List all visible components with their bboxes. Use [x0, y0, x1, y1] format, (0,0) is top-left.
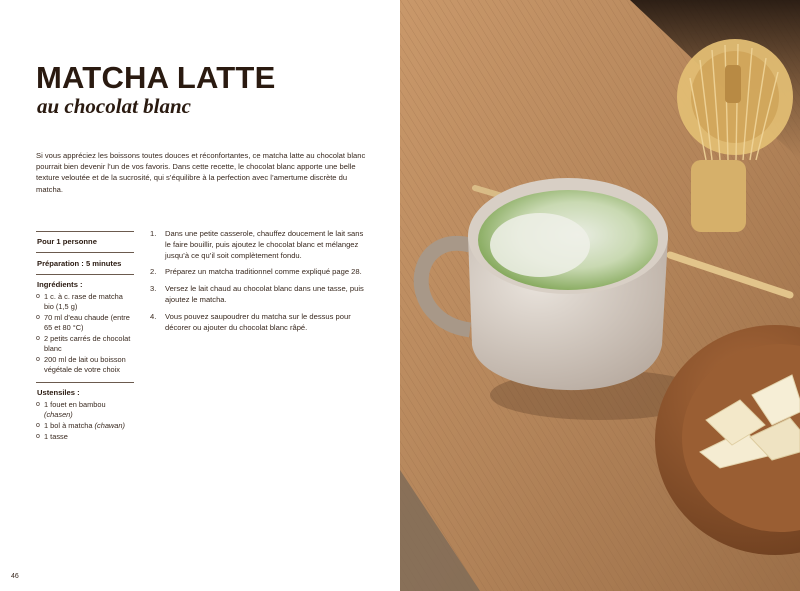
utensil-item: o 1 bol à matcha (chawan)	[36, 421, 125, 430]
step-item: 3. Versez le lait chaud au chocolat blanc dans une tasse, puis ajoutez le matcha.	[150, 284, 364, 304]
utensil-item: o 1 fouet en bambou (chasen)	[36, 400, 106, 419]
ingredients-title: Ingrédients :	[37, 280, 83, 289]
ingredient-item: o 2 petits carrés de chocolat blanc	[36, 334, 131, 353]
ingredient-item: o 1 c. à c. rase de matcha bio (1,5 g)	[36, 292, 123, 311]
matcha-latte-photo	[400, 0, 800, 591]
step-item: 1. Dans une petite casserole, chauffez doucement le lait sans le faire bouillir, puis ajoutez le chocolat blanc et mélangez jusqu’à ce qu’il soit complètement fondu.	[150, 229, 364, 260]
page-number: 46	[11, 573, 19, 580]
ingredient-item: o 70 ml d’eau chaude (entre 65 et 80 °C)	[36, 313, 130, 332]
utensils-title: Ustensiles :	[37, 388, 80, 397]
prep-time-label: Préparation : 5 minutes	[37, 259, 122, 268]
photo-illustration	[400, 0, 800, 591]
ingredient-item: o 200 ml de lait ou boisson végétale de votre choix	[36, 355, 126, 374]
serves-label: Pour 1 personne	[37, 237, 97, 246]
recipe-steps	[150, 229, 370, 339]
step-item: 2. Préparez un matcha traditionnel comme expliqué page 28.	[150, 267, 362, 277]
steps-list	[150, 229, 370, 333]
utensil-item: o 1 tasse	[36, 432, 68, 441]
recipe-subtitle: au chocolat blanc	[37, 94, 192, 118]
ingredients-list	[36, 292, 134, 382]
step-item: 4. Vous pouvez saupoudrer du matcha sur le dessus pour décorer ou ajouter du chocolat blanc râpé.	[150, 311, 351, 332]
recipe-intro: Si vous appréciez les boissons toutes douces et réconfortantes, ce matcha latte au chocolat blanc pourrait bien devenir l’un de vos favoris. Dans cette recette, le chocolat blanc apporte une belle texture veloutée et de la sucrosité, qui s’équilibre à la perfection avec l’amertume discrète du matcha.	[36, 151, 366, 194]
recipe-title: MATCHA LATTE	[36, 60, 276, 95]
recipe-sidebar	[36, 231, 134, 449]
utensils-list	[36, 400, 134, 449]
